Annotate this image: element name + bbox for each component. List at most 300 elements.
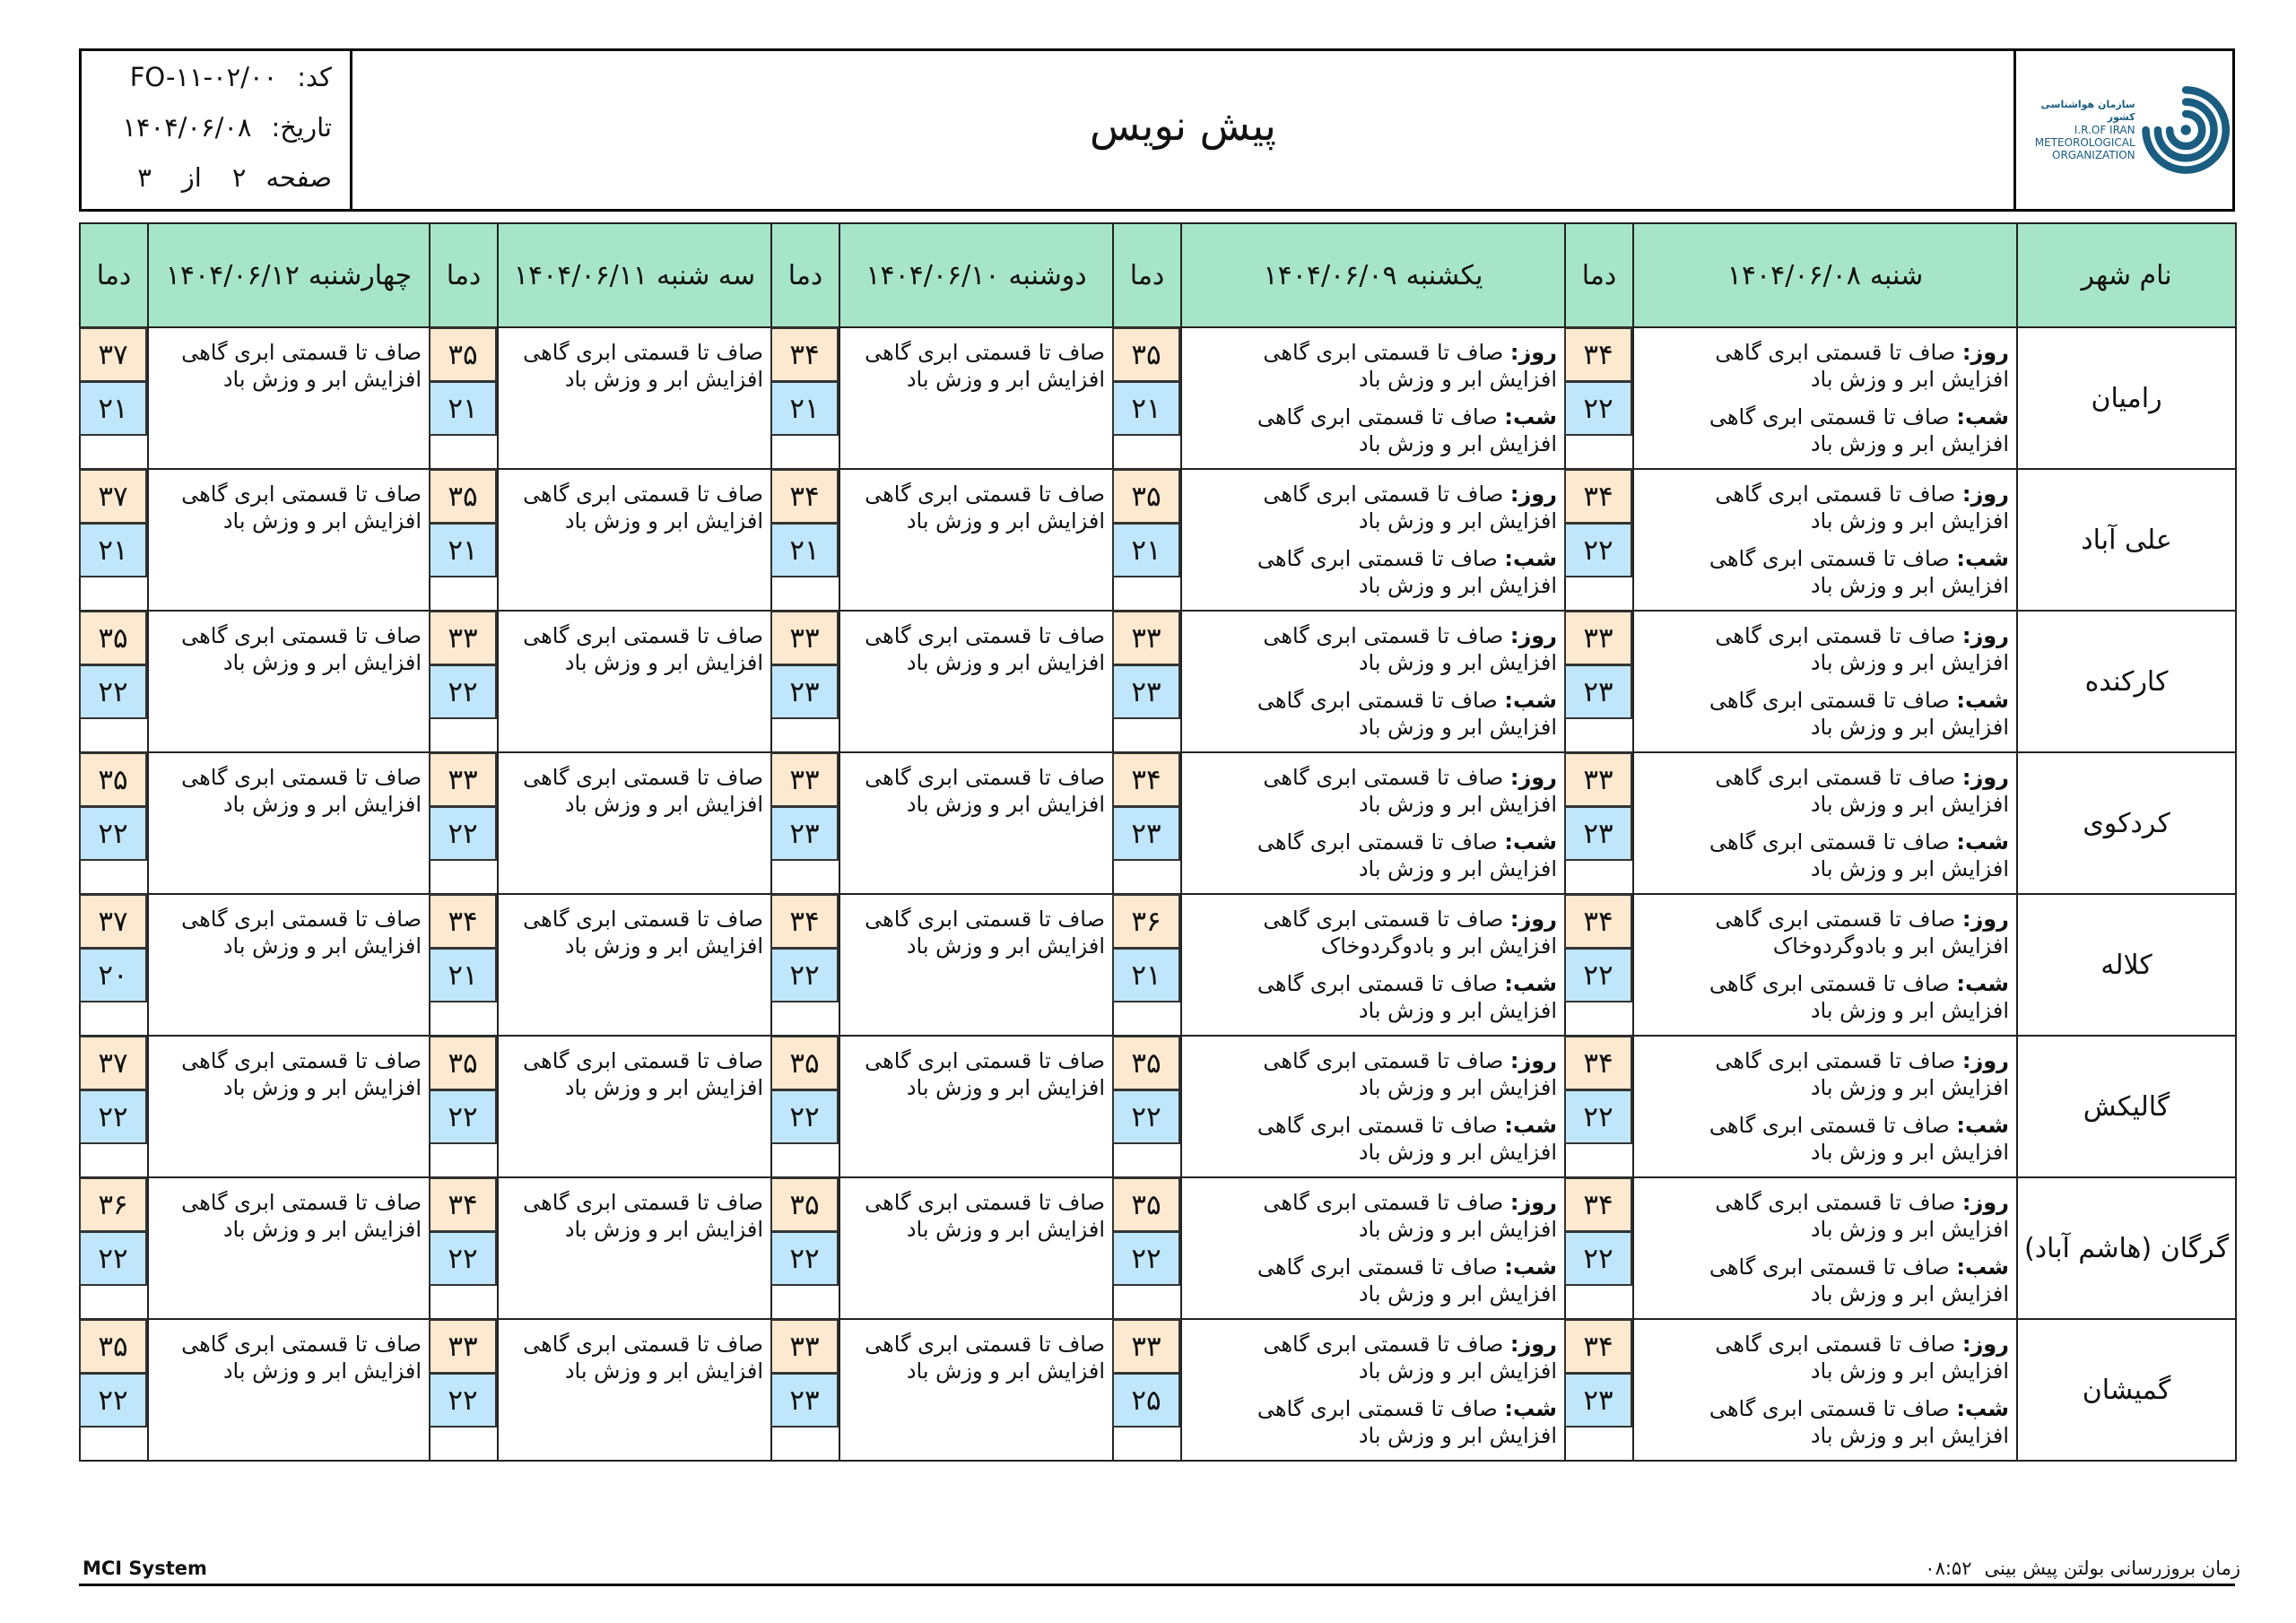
min-temp: ۲۲ [429, 806, 497, 861]
max-temp: ۳۷ [79, 469, 147, 524]
logo-text-en1: I.R.OF IRAN [2074, 124, 2135, 136]
day-forecast [1189, 481, 1557, 534]
day-text: صاف تا قسمتی ابری گاهی افزایش ابر و وزش باد [1715, 340, 2009, 392]
logo-text-en2: METEOROLOGICAL [2034, 136, 2135, 149]
forecast-text: صاف تا قسمتی ابری گاهی افزایش ابر و وزش باد [181, 907, 422, 959]
day-forecast [1641, 481, 2009, 534]
max-temp: ۳۷ [79, 1036, 147, 1090]
temp-cell [1113, 1177, 1181, 1319]
max-temp: ۳۴ [1564, 327, 1632, 382]
night-label: شب: [1956, 829, 2009, 855]
temp-cell [1565, 611, 1633, 752]
page-of: از [181, 162, 202, 193]
logo-text [2016, 99, 2135, 161]
max-temp: ۳۷ [79, 327, 147, 382]
temp-cell [430, 894, 498, 1036]
min-temp: ۲۲ [1564, 523, 1632, 577]
temp-cell [1113, 752, 1181, 894]
temp-cell [80, 611, 148, 752]
night-label: شب: [1504, 1254, 1557, 1280]
forecast-description [1633, 469, 2017, 611]
max-temp: ۳۵ [429, 327, 497, 382]
min-temp: ۲۱ [429, 523, 497, 577]
day-forecast [1189, 906, 1557, 959]
min-temp: ۲۳ [1112, 806, 1180, 861]
min-temp: ۲۲ [429, 1373, 497, 1428]
day-header-5: چهارشنبه۱۴۰۴/۰۶/۱۲ [148, 223, 430, 327]
night-label: شب: [1504, 546, 1557, 571]
temp-cell [80, 1319, 148, 1461]
min-temp: ۲۲ [429, 1089, 497, 1144]
table-row [80, 469, 2236, 611]
max-temp: ۳۳ [1112, 611, 1180, 665]
day-forecast [1641, 1047, 2009, 1101]
day-label: روز: [1509, 1332, 1557, 1357]
temp-cell [80, 1177, 148, 1319]
temp-cell [771, 1177, 839, 1319]
forecast-description [1633, 894, 2017, 1036]
min-temp: ۲۲ [770, 1231, 839, 1286]
day-forecast [1189, 1331, 1557, 1384]
temp-header: دما [1565, 223, 1633, 327]
title-area [352, 51, 2013, 209]
max-temp: ۳۵ [1112, 1177, 1180, 1232]
forecast-text: صاف تا قسمتی ابری گاهی افزایش ابر و وزش باد [523, 907, 763, 959]
max-temp: ۳۴ [429, 1177, 497, 1232]
day-text: صاف تا قسمتی ابری گاهی افزایش ابر و وزش باد [1263, 765, 1557, 817]
night-label: شب: [1956, 1113, 2009, 1138]
temp-cell [430, 469, 498, 611]
max-temp: ۳۴ [770, 894, 839, 949]
forecast-description [839, 752, 1113, 894]
temp-cell [430, 611, 498, 752]
forecast-description [1633, 1036, 2017, 1177]
min-temp: ۲۲ [1112, 1231, 1180, 1286]
day-forecast [1189, 339, 1557, 393]
footer-update [1925, 1558, 2240, 1579]
table-row [80, 1177, 2236, 1319]
table-row [80, 1319, 2236, 1461]
day-text: صاف تا قسمتی ابری گاهی افزایش ابر و بادوگردوخاک [1263, 907, 1557, 959]
forecast-text: صاف تا قسمتی ابری گاهی افزایش ابر و وزش باد [181, 1190, 422, 1242]
forecast-description [1181, 469, 1565, 611]
min-temp: ۲۲ [1564, 381, 1632, 436]
night-label: شب: [1956, 404, 2009, 430]
footer-update-label: زمان بروزرسانی بولتن پیش بینی [1984, 1558, 2240, 1579]
min-temp: ۲۲ [79, 664, 147, 719]
night-text: صاف تا قسمتی ابری گاهی افزایش ابر و وزش باد [1257, 688, 1557, 740]
forecast-text: صاف تا قسمتی ابری گاهی افزایش ابر و وزش باد [865, 1048, 1105, 1100]
forecast-description [1633, 611, 2017, 752]
doc-code-value: FO-۱۱-۰۲/۰۰ [129, 62, 278, 92]
day-label: روز: [1961, 340, 2009, 365]
day-text: صاف تا قسمتی ابری گاهی افزایش ابر و وزش باد [1715, 623, 2009, 675]
night-label: شب: [1504, 971, 1557, 996]
min-temp: ۲۲ [1564, 1231, 1632, 1286]
city-name: گرگان (هاشم آباد) [2017, 1177, 2236, 1319]
max-temp: ۳۵ [1112, 327, 1180, 382]
forecast-description [839, 611, 1113, 752]
forecast-description [1181, 611, 1565, 752]
forecast-text: صاف تا قسمتی ابری گاهی افزایش ابر و وزش باد [181, 482, 422, 534]
night-forecast [1189, 829, 1557, 882]
night-text: صاف تا قسمتی ابری گاهی افزایش ابر و وزش باد [1709, 1113, 2009, 1165]
night-forecast [1189, 1254, 1557, 1307]
day-text: صاف تا قسمتی ابری گاهی افزایش ابر و وزش باد [1263, 482, 1557, 534]
city-name: کردکوی [2017, 752, 2236, 894]
logo-text-fa: سازمان هواشناسی کشور [2040, 99, 2135, 123]
doc-date-label: تاریخ: [271, 112, 332, 143]
night-forecast [1641, 829, 2009, 882]
min-temp: ۲۲ [429, 1231, 497, 1286]
day-label: روز: [1509, 1190, 1557, 1215]
night-forecast [1189, 687, 1557, 741]
night-label: شب: [1956, 688, 2009, 713]
min-temp: ۲۲ [79, 1231, 147, 1286]
max-temp: ۳۶ [79, 1177, 147, 1232]
forecast-description [498, 1036, 771, 1177]
temp-cell [771, 1319, 839, 1461]
max-temp: ۳۴ [429, 894, 497, 949]
night-forecast [1189, 1112, 1557, 1166]
forecast-text: صاف تا قسمتی ابری گاهی افزایش ابر و وزش باد [181, 340, 422, 392]
day-label: روز: [1961, 1332, 2009, 1357]
min-temp: ۲۱ [79, 381, 147, 436]
max-temp: ۳۵ [1112, 469, 1180, 524]
min-temp: ۲۱ [1112, 523, 1180, 577]
forecast-text: صاف تا قسمتی ابری گاهی افزایش ابر و وزش باد [181, 623, 422, 675]
forecast-description [148, 327, 430, 469]
temp-cell [1565, 1319, 1633, 1461]
forecast-description [839, 469, 1113, 611]
day-text: صاف تا قسمتی ابری گاهی افزایش ابر و وزش باد [1263, 1332, 1557, 1384]
night-text: صاف تا قسمتی ابری گاهی افزایش ابر و وزش باد [1709, 404, 2009, 456]
city-name: گالیکش [2017, 1036, 2236, 1177]
forecast-description [498, 1319, 771, 1461]
temp-header: دما [430, 223, 498, 327]
forecast-description [498, 894, 771, 1036]
temp-cell [1113, 469, 1181, 611]
night-label: شب: [1956, 971, 2009, 996]
footer-divider [79, 1584, 2235, 1586]
day-label: روز: [1961, 907, 2009, 932]
forecast-description [498, 611, 771, 752]
max-temp: ۳۳ [770, 611, 839, 665]
day-text: صاف تا قسمتی ابری گاهی افزایش ابر و وزش باد [1715, 765, 2009, 817]
max-temp: ۳۴ [1564, 469, 1632, 524]
night-label: شب: [1956, 1254, 2009, 1280]
night-label: شب: [1956, 546, 2009, 571]
city-name: رامیان [2017, 327, 2236, 469]
max-temp: ۳۳ [770, 1319, 839, 1374]
temp-cell [1565, 752, 1633, 894]
forecast-description [839, 1177, 1113, 1319]
day-label: روز: [1509, 765, 1557, 790]
day-forecast [1641, 1189, 2009, 1243]
forecast-text: صاف تا قسمتی ابری گاهی افزایش ابر و وزش باد [865, 340, 1105, 392]
night-text: صاف تا قسمتی ابری گاهی افزایش ابر و وزش باد [1257, 404, 1557, 456]
doc-meta [82, 51, 352, 209]
day-header-4: سه شنبه۱۴۰۴/۰۶/۱۱ [498, 223, 771, 327]
min-temp: ۲۲ [1564, 1089, 1632, 1144]
forecast-text: صاف تا قسمتی ابری گاهی افزایش ابر و وزش باد [523, 482, 763, 534]
forecast-text: صاف تا قسمتی ابری گاهی افزایش ابر و وزش باد [865, 1332, 1105, 1384]
temp-cell [771, 1036, 839, 1177]
day-forecast [1641, 1331, 2009, 1384]
max-temp: ۳۷ [79, 894, 147, 949]
min-temp: ۲۱ [429, 948, 497, 1002]
night-label: شب: [1504, 1113, 1557, 1138]
max-temp: ۳۳ [1564, 611, 1632, 665]
max-temp: ۳۴ [770, 327, 839, 382]
max-temp: ۳۳ [770, 752, 839, 807]
day-header-3: دوشنبه۱۴۰۴/۰۶/۱۰ [839, 223, 1113, 327]
doc-code-label: کد: [297, 62, 332, 92]
forecast-description [148, 894, 430, 1036]
min-temp: ۲۱ [79, 523, 147, 577]
night-forecast [1641, 1395, 2009, 1449]
day-label: روز: [1509, 482, 1557, 507]
night-text: صاف تا قسمتی ابری گاهی افزایش ابر و وزش باد [1709, 971, 2009, 1023]
min-temp: ۲۲ [770, 948, 839, 1002]
night-forecast [1641, 404, 2009, 457]
max-temp: ۳۵ [429, 469, 497, 524]
forecast-description [1181, 327, 1565, 469]
forecast-text: صاف تا قسمتی ابری گاهی افزایش ابر و وزش باد [181, 1048, 422, 1100]
day-label: روز: [1961, 765, 2009, 790]
forecast-text: صاف تا قسمتی ابری گاهی افزایش ابر و وزش باد [865, 1190, 1105, 1242]
forecast-text: صاف تا قسمتی ابری گاهی افزایش ابر و وزش باد [523, 623, 763, 675]
night-forecast [1641, 687, 2009, 741]
table-row [80, 894, 2236, 1036]
day-forecast [1641, 339, 2009, 393]
temp-cell [771, 611, 839, 752]
min-temp: ۲۲ [770, 1089, 839, 1144]
max-temp: ۳۳ [1564, 752, 1632, 807]
temp-cell [80, 894, 148, 1036]
day-text: صاف تا قسمتی ابری گاهی افزایش ابر و وزش باد [1715, 482, 2009, 534]
forecast-text: صاف تا قسمتی ابری گاهی افزایش ابر و وزش باد [523, 340, 763, 392]
day-forecast [1641, 622, 2009, 676]
logo-area [2013, 51, 2232, 209]
max-temp: ۳۴ [770, 469, 839, 524]
night-label: شب: [1956, 1396, 2009, 1421]
page-current: ۲ [231, 162, 247, 193]
min-temp: ۲۱ [1112, 948, 1180, 1002]
forecast-description [148, 469, 430, 611]
forecast-text: صاف تا قسمتی ابری گاهی افزایش ابر و وزش باد [865, 907, 1105, 959]
forecast-text: صاف تا قسمتی ابری گاهی افزایش ابر و وزش باد [865, 765, 1105, 817]
night-text: صاف تا قسمتی ابری گاهی افزایش ابر و وزش باد [1257, 1396, 1557, 1448]
forecast-description [498, 327, 771, 469]
min-temp: ۲۲ [429, 664, 497, 719]
document-header [79, 48, 2235, 212]
forecast-description [1633, 327, 2017, 469]
max-temp: ۳۵ [79, 752, 147, 807]
day-forecast [1641, 906, 2009, 959]
night-forecast [1641, 1254, 2009, 1307]
min-temp: ۲۳ [770, 806, 839, 861]
night-forecast [1189, 970, 1557, 1024]
temp-cell [1565, 894, 1633, 1036]
forecast-description [498, 469, 771, 611]
min-temp: ۲۲ [79, 1089, 147, 1144]
day-text: صاف تا قسمتی ابری گاهی افزایش ابر و وزش باد [1263, 623, 1557, 675]
temp-cell [771, 469, 839, 611]
forecast-description [1181, 752, 1565, 894]
min-temp: ۲۲ [79, 1373, 147, 1428]
night-forecast [1641, 1112, 2009, 1166]
day-label: روز: [1961, 623, 2009, 648]
night-forecast [1641, 970, 2009, 1024]
night-text: صاف تا قسمتی ابری گاهی افزایش ابر و وزش باد [1257, 1254, 1557, 1306]
forecast-body [80, 327, 2236, 1461]
day-text: صاف تا قسمتی ابری گاهی افزایش ابر و وزش باد [1715, 1190, 2009, 1242]
temp-cell [1113, 894, 1181, 1036]
temp-cell [80, 327, 148, 469]
page-total: ۳ [137, 162, 152, 193]
min-temp: ۲۳ [1112, 664, 1180, 719]
forecast-description [839, 1036, 1113, 1177]
doc-date-row [122, 112, 332, 143]
day-label: روز: [1961, 1048, 2009, 1073]
max-temp: ۳۶ [1112, 894, 1180, 949]
max-temp: ۳۵ [429, 1036, 497, 1090]
min-temp: ۲۱ [429, 381, 497, 436]
temp-header: دما [80, 223, 148, 327]
temp-cell [1565, 327, 1633, 469]
doc-code-row [130, 62, 332, 92]
max-temp: ۳۳ [429, 1319, 497, 1374]
max-temp: ۳۳ [429, 752, 497, 807]
forecast-description [839, 327, 1113, 469]
table-row [80, 752, 2236, 894]
forecast-description [1181, 894, 1565, 1036]
temp-cell [430, 327, 498, 469]
forecast-description [1633, 1319, 2017, 1461]
forecast-description [148, 752, 430, 894]
night-text: صاف تا قسمتی ابری گاهی افزایش ابر و وزش باد [1257, 1113, 1557, 1165]
temp-cell [1113, 1319, 1181, 1461]
city-name: گمیشان [2017, 1319, 2236, 1461]
min-temp: ۲۱ [1112, 381, 1180, 436]
night-text: صاف تا قسمتی ابری گاهی افزایش ابر و وزش باد [1709, 546, 2009, 598]
day-forecast [1641, 764, 2009, 818]
day-label: روز: [1961, 1190, 2009, 1215]
day-label: روز: [1961, 482, 2009, 507]
day-text: صاف تا قسمتی ابری گاهی افزایش ابر و وزش باد [1715, 1048, 2009, 1100]
city-name: علی آباد [2017, 469, 2236, 611]
page-title: پیش نویس [1090, 101, 1276, 150]
forecast-description [839, 1319, 1113, 1461]
min-temp: ۲۳ [1564, 806, 1632, 861]
min-temp: ۲۲ [79, 806, 147, 861]
city-name: کارکنده [2017, 611, 2236, 752]
max-temp: ۳۴ [1112, 752, 1180, 807]
temp-cell [430, 1319, 498, 1461]
temp-cell [1565, 1177, 1633, 1319]
forecast-text: صاف تا قسمتی ابری گاهی افزایش ابر و وزش باد [523, 1332, 763, 1384]
max-temp: ۳۴ [1564, 1177, 1632, 1232]
temp-cell [430, 1177, 498, 1319]
night-text: صاف تا قسمتی ابری گاهی افزایش ابر و وزش باد [1257, 971, 1557, 1023]
table-row [80, 1036, 2236, 1177]
day-label: روز: [1509, 340, 1557, 365]
table-row [80, 611, 2236, 752]
day-label: روز: [1509, 623, 1557, 648]
night-text: صاف تا قسمتی ابری گاهی افزایش ابر و وزش باد [1709, 1396, 2009, 1448]
day-forecast [1189, 1047, 1557, 1101]
temp-cell [430, 752, 498, 894]
forecast-text: صاف تا قسمتی ابری گاهی افزایش ابر و وزش باد [523, 1190, 763, 1242]
organization-logo [2016, 81, 2232, 179]
city-header: نام شهر [2017, 223, 2236, 327]
page-label: صفحه [265, 162, 332, 193]
forecast-description [148, 1177, 430, 1319]
day-forecast [1189, 1189, 1557, 1243]
forecast-description [498, 1177, 771, 1319]
night-label: شب: [1504, 1396, 1557, 1421]
max-temp: ۳۵ [79, 611, 147, 665]
day-text: صاف تا قسمتی ابری گاهی افزایش ابر و وزش باد [1263, 340, 1557, 392]
max-temp: ۳۴ [1564, 1036, 1632, 1090]
logo-text-en3: ORGANIZATION [2052, 149, 2135, 161]
max-temp: ۳۵ [79, 1319, 147, 1374]
night-text: صاف تا قسمتی ابری گاهی افزایش ابر و وزش باد [1709, 1254, 2009, 1306]
night-label: شب: [1504, 688, 1557, 713]
forecast-text: صاف تا قسمتی ابری گاهی افزایش ابر و وزش باد [181, 1332, 422, 1384]
night-text: صاف تا قسمتی ابری گاهی افزایش ابر و وزش باد [1257, 829, 1557, 881]
temp-cell [1113, 327, 1181, 469]
night-forecast [1641, 545, 2009, 599]
day-text: صاف تا قسمتی ابری گاهی افزایش ابر و بادوگردوخاک [1715, 907, 2009, 959]
night-text: صاف تا قسمتی ابری گاهی افزایش ابر و وزش باد [1709, 688, 2009, 740]
min-temp: ۲۳ [770, 664, 839, 719]
forecast-text: صاف تا قسمتی ابری گاهی افزایش ابر و وزش باد [523, 765, 763, 817]
forecast-description [148, 1319, 430, 1461]
temp-cell [80, 752, 148, 894]
day-text: صاف تا قسمتی ابری گاهی افزایش ابر و وزش باد [1263, 1190, 1557, 1242]
night-text: صاف تا قسمتی ابری گاهی افزایش ابر و وزش باد [1709, 829, 2009, 881]
max-temp: ۳۴ [1564, 1319, 1632, 1374]
min-temp: ۲۲ [1112, 1089, 1180, 1144]
city-name: کلاله [2017, 894, 2236, 1036]
forecast-description [1181, 1177, 1565, 1319]
table-header-row [80, 223, 2236, 327]
footer-system: MCI System [83, 1558, 207, 1579]
day-header-2: یکشنبه۱۴۰۴/۰۶/۰۹ [1181, 223, 1565, 327]
min-temp: ۲۳ [1564, 1373, 1632, 1428]
forecast-description [498, 752, 771, 894]
forecast-table [79, 222, 2237, 1462]
min-temp: ۲۳ [770, 1373, 839, 1428]
meteorology-spiral-icon [2139, 81, 2232, 179]
forecast-description [1633, 752, 2017, 894]
min-temp: ۲۳ [1564, 664, 1632, 719]
forecast-description [148, 611, 430, 752]
max-temp: ۳۳ [429, 611, 497, 665]
max-temp: ۳۵ [770, 1177, 839, 1232]
forecast-text: صاف تا قسمتی ابری گاهی افزایش ابر و وزش باد [865, 482, 1105, 534]
day-text: صاف تا قسمتی ابری گاهی افزایش ابر و وزش باد [1263, 1048, 1557, 1100]
max-temp: ۳۴ [1564, 894, 1632, 949]
min-temp: ۲۱ [770, 523, 839, 577]
temp-cell [80, 469, 148, 611]
night-forecast [1189, 404, 1557, 457]
night-forecast [1189, 1395, 1557, 1449]
temp-cell [771, 894, 839, 1036]
temp-header: دما [771, 223, 839, 327]
